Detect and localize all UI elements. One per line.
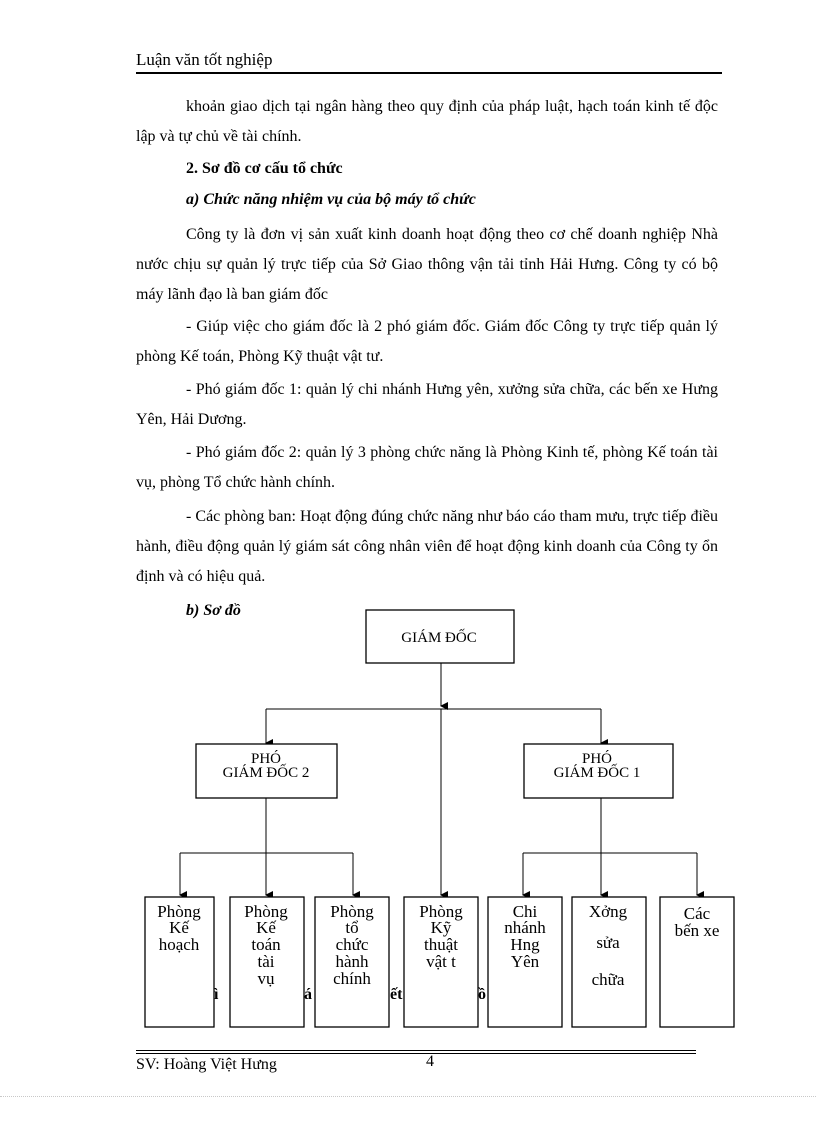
- overlap-fragment-3: ết: [390, 986, 403, 1003]
- paragraph-bank-accounting: khoản giao dịch tại ngân hàng theo quy định của pháp luật, hạch toán kinh tế độc lập và tự chủ về tài chính.: [136, 98, 718, 145]
- label-deputy-1-line2: GIÁM ĐỐC 1: [553, 765, 641, 781]
- dept-planning-line3: hoạch: [158, 935, 200, 954]
- dept-finance-line5: vụ: [257, 969, 275, 988]
- header-title: Luận văn tốt nghiệp: [136, 50, 273, 69]
- subheading-diagram: b) Sơ đồ: [186, 602, 241, 619]
- page-number: 4: [426, 1053, 434, 1070]
- dept-stations-line2: bến xe: [674, 921, 720, 940]
- paragraph-company-intro: Công ty là đơn vị sản xuất kinh doanh hoạt động theo cơ chế doanh nghiệp Nhà nước chịu sự quản lý trực tiếp của Sở Giao thông vận tải tỉnh Hải Hưng. Công ty có bộ máy lãnh đạo là ban giám đốc: [136, 226, 718, 303]
- dept-branch-line4: Yên: [510, 952, 540, 971]
- dept-finance-line1: Phòng: [244, 902, 288, 921]
- dept-workshop-line3: chữa: [591, 970, 625, 989]
- dept-finance-line2: Kế: [256, 918, 276, 937]
- overlap-fragment-2: á: [304, 986, 312, 1003]
- paragraph-deputy-2: - Phó giám đốc 2: quản lý 3 phòng chức năng là Phòng Kinh tế, phòng Kế toán tài vụ, phòng Tổ chức hành chính.: [136, 444, 718, 491]
- label-director: GIÁM ĐỐC: [401, 630, 477, 646]
- dept-finance-line4: tài: [257, 952, 275, 971]
- dept-planning-line1: Phòng: [157, 902, 201, 921]
- footer-author: SV: Hoàng Việt Hưng: [136, 1056, 277, 1073]
- section-heading: 2. Sơ đồ cơ cấu tổ chức: [186, 160, 343, 177]
- dept-workshop-line2: sửa: [596, 933, 620, 952]
- footer-rule-top: [136, 1050, 696, 1051]
- paragraph-departments: - Các phòng ban: Hoạt động đúng chức năng như báo cáo tham mưu, trực tiếp điều hành, điều động quản lý giám sát công nhân viên để hoạt động kinh doanh của Công ty ổn định và có hiệu quả.: [136, 508, 718, 585]
- paragraph-director-assist: - Giúp việc cho giám đốc là 2 phó giám đốc. Giám đốc Công ty trực tiếp quản lý phòng Kế toán, Phòng Kỹ thuật vật tư.: [136, 318, 718, 365]
- overlap-fragment-1: ì: [214, 986, 219, 1003]
- dept-admin-line2: tổ: [345, 918, 359, 937]
- label-deputy-2-line1: PHÓ: [250, 751, 282, 767]
- dept-finance-line3: toán: [251, 935, 281, 954]
- label-deputy-2-line2: GIÁM ĐỐC 2: [222, 765, 310, 781]
- paragraph-deputy-1: - Phó giám đốc 1: quản lý chi nhánh Hưng yên, xưởng sửa chữa, các bến xe Hưng Yên, Hải Dương.: [136, 381, 718, 428]
- dept-technical-line2: Kỹ: [430, 918, 452, 937]
- dept-planning-line2: Kế: [169, 918, 189, 937]
- dept-technical-line3: thuật: [424, 935, 458, 954]
- dept-technical-line1: Phòng: [419, 902, 463, 921]
- dept-workshop-line1: Xởng: [588, 902, 628, 921]
- bottom-dotted-line: [0, 1096, 816, 1097]
- label-deputy-1-line1: PHÓ: [581, 751, 613, 767]
- dept-admin-line4: hành: [335, 952, 369, 971]
- dept-branch-line3: Hng: [510, 935, 540, 954]
- dept-admin-line5: chính: [333, 969, 371, 988]
- dept-technical-line4: vật t: [426, 952, 456, 971]
- subheading-functions: a) Chức năng nhiệm vụ của bộ máy tổ chức: [186, 191, 476, 208]
- dept-admin-line1: Phòng: [330, 902, 374, 921]
- dept-admin-line3: chức: [335, 935, 369, 954]
- overlap-fragment-4: ồ: [478, 986, 486, 1003]
- dept-stations-line1: Các: [683, 904, 711, 923]
- dept-branch-line1: Chi: [512, 902, 538, 921]
- footer-rule-bottom: [136, 1053, 696, 1054]
- dept-branch-line2: nhánh: [504, 918, 546, 937]
